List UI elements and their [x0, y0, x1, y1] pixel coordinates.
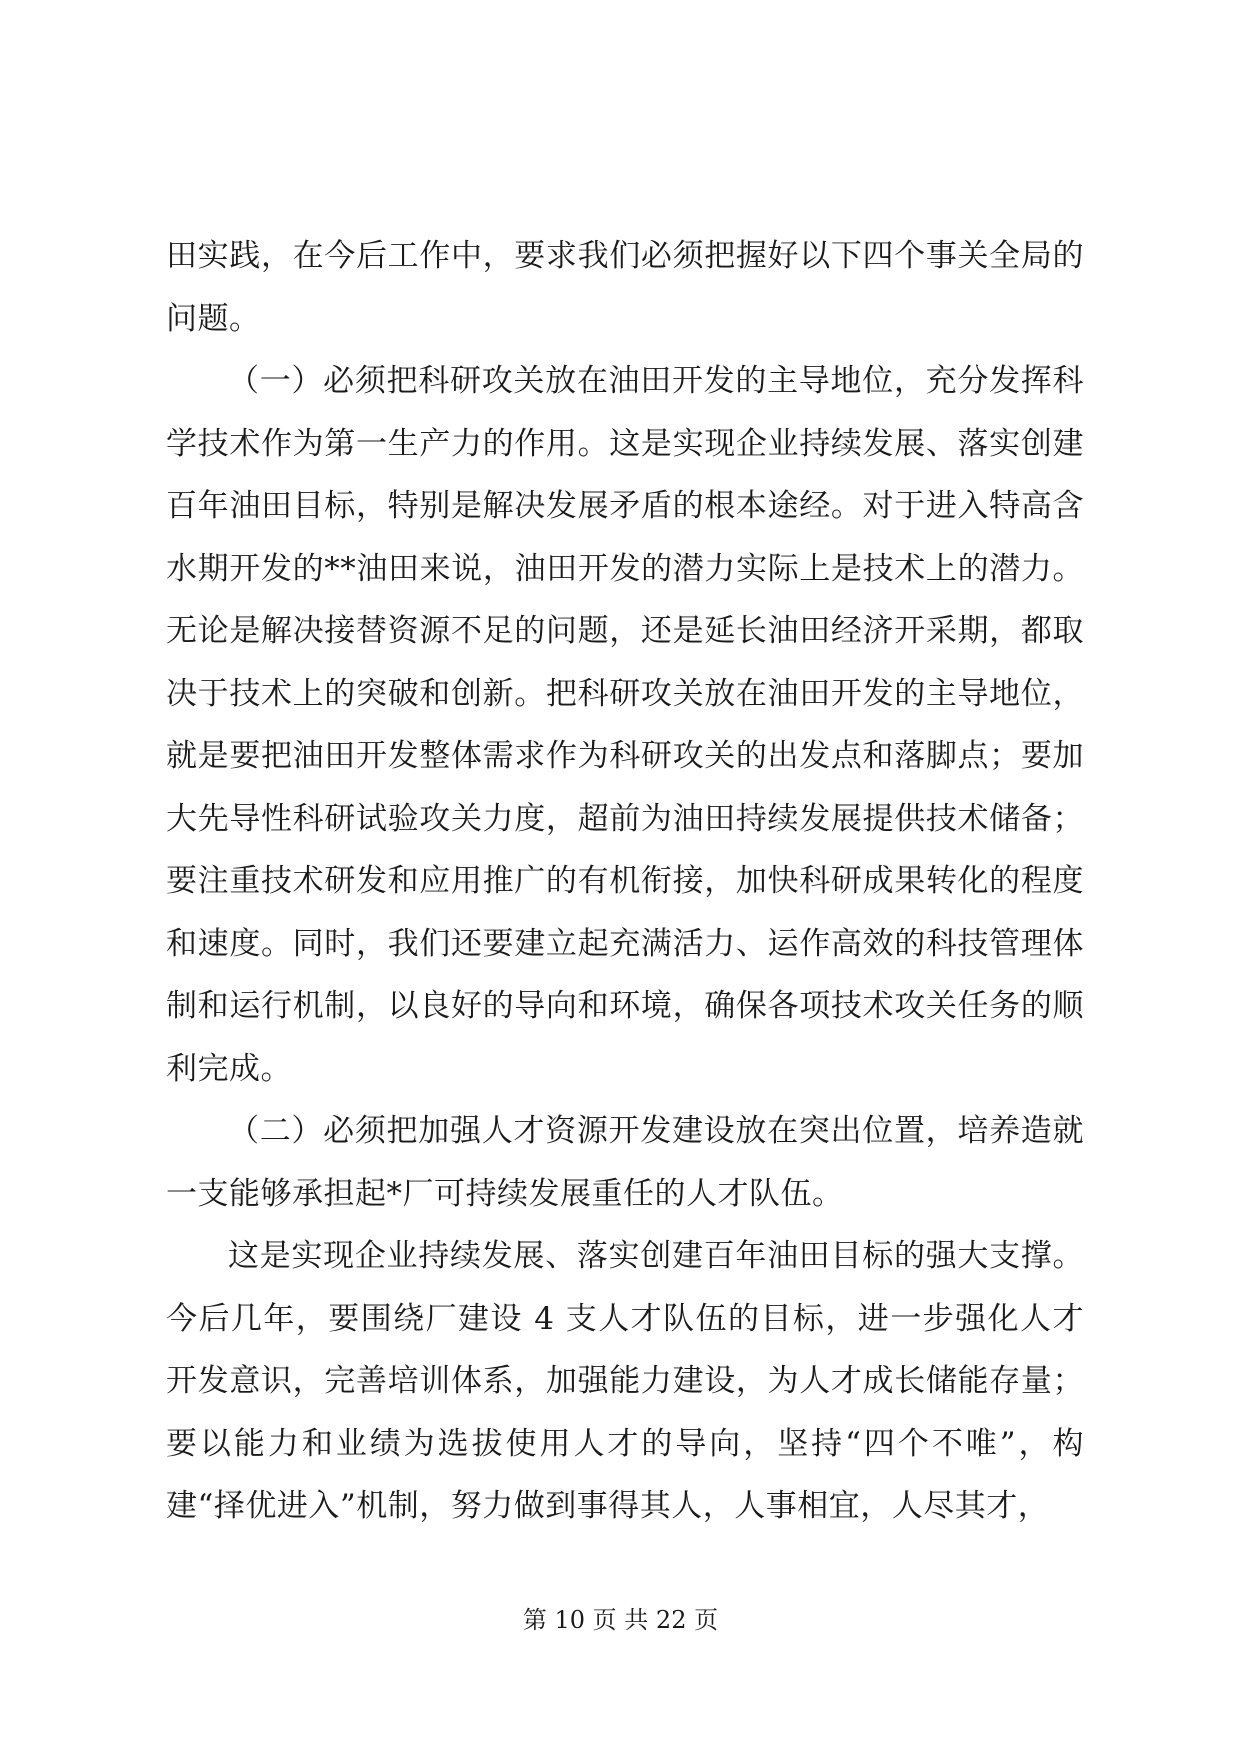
page-number-footer: 第 10 页 共 22 页 [522, 1606, 719, 1634]
paragraph-1: 田实践，在今后工作中，要求我们必须把握好以下四个事关全局的问题。 [166, 238, 1084, 337]
document-body [166, 225, 1084, 1538]
paragraph-4: 这是实现企业持续发展、落实创建百年油田目标的强大支撑。今后几年，要围绕厂建设 4 支人才队伍的目标，进一步强化人才开发意识，完善培训体系，加强能力建设，为人才成长储能存量；要以能力和业绩为选拔使用人才的导向，坚持“四个不唯”，构建“择优进入”机制，努力做到事得其人，人事相宜，人尽其才， [166, 1238, 1084, 1524]
paragraph-2: （一）必须把科研攻关放在油田开发的主导地位，充分发挥科学技术作为第一生产力的作用。这是实现企业持续发展、落实创建百年油田目标，特别是解决发展矛盾的根本途经。对于进入特高含水期开发的**油田来说，油田开发的潜力实际上是技术上的潜力。无论是解决接替资源不足的问题，还是延长油田经济开采期，都取决于技术上的突破和创新。把科研攻关放在油田开发的主导地位，就是要把油田开发整体需求作为科研攻关的出发点和落脚点；要加大先导性科研试验攻关力度，超前为油田持续发展提供技术储备；要注重技术研发和应用推广的有机衔接，加快科研成果转化的程度和速度。同时，我们还要建立起充满活力、运作高效的科技管理体制和运行机制，以良好的导向和环境，确保各项技术攻关任务的顺利完成。 [166, 363, 1084, 1087]
paragraph-3: （二）必须把加强人才资源开发建设放在突出位置，培养造就一支能够承担起*厂可持续发展重任的人才队伍。 [166, 1113, 1084, 1212]
